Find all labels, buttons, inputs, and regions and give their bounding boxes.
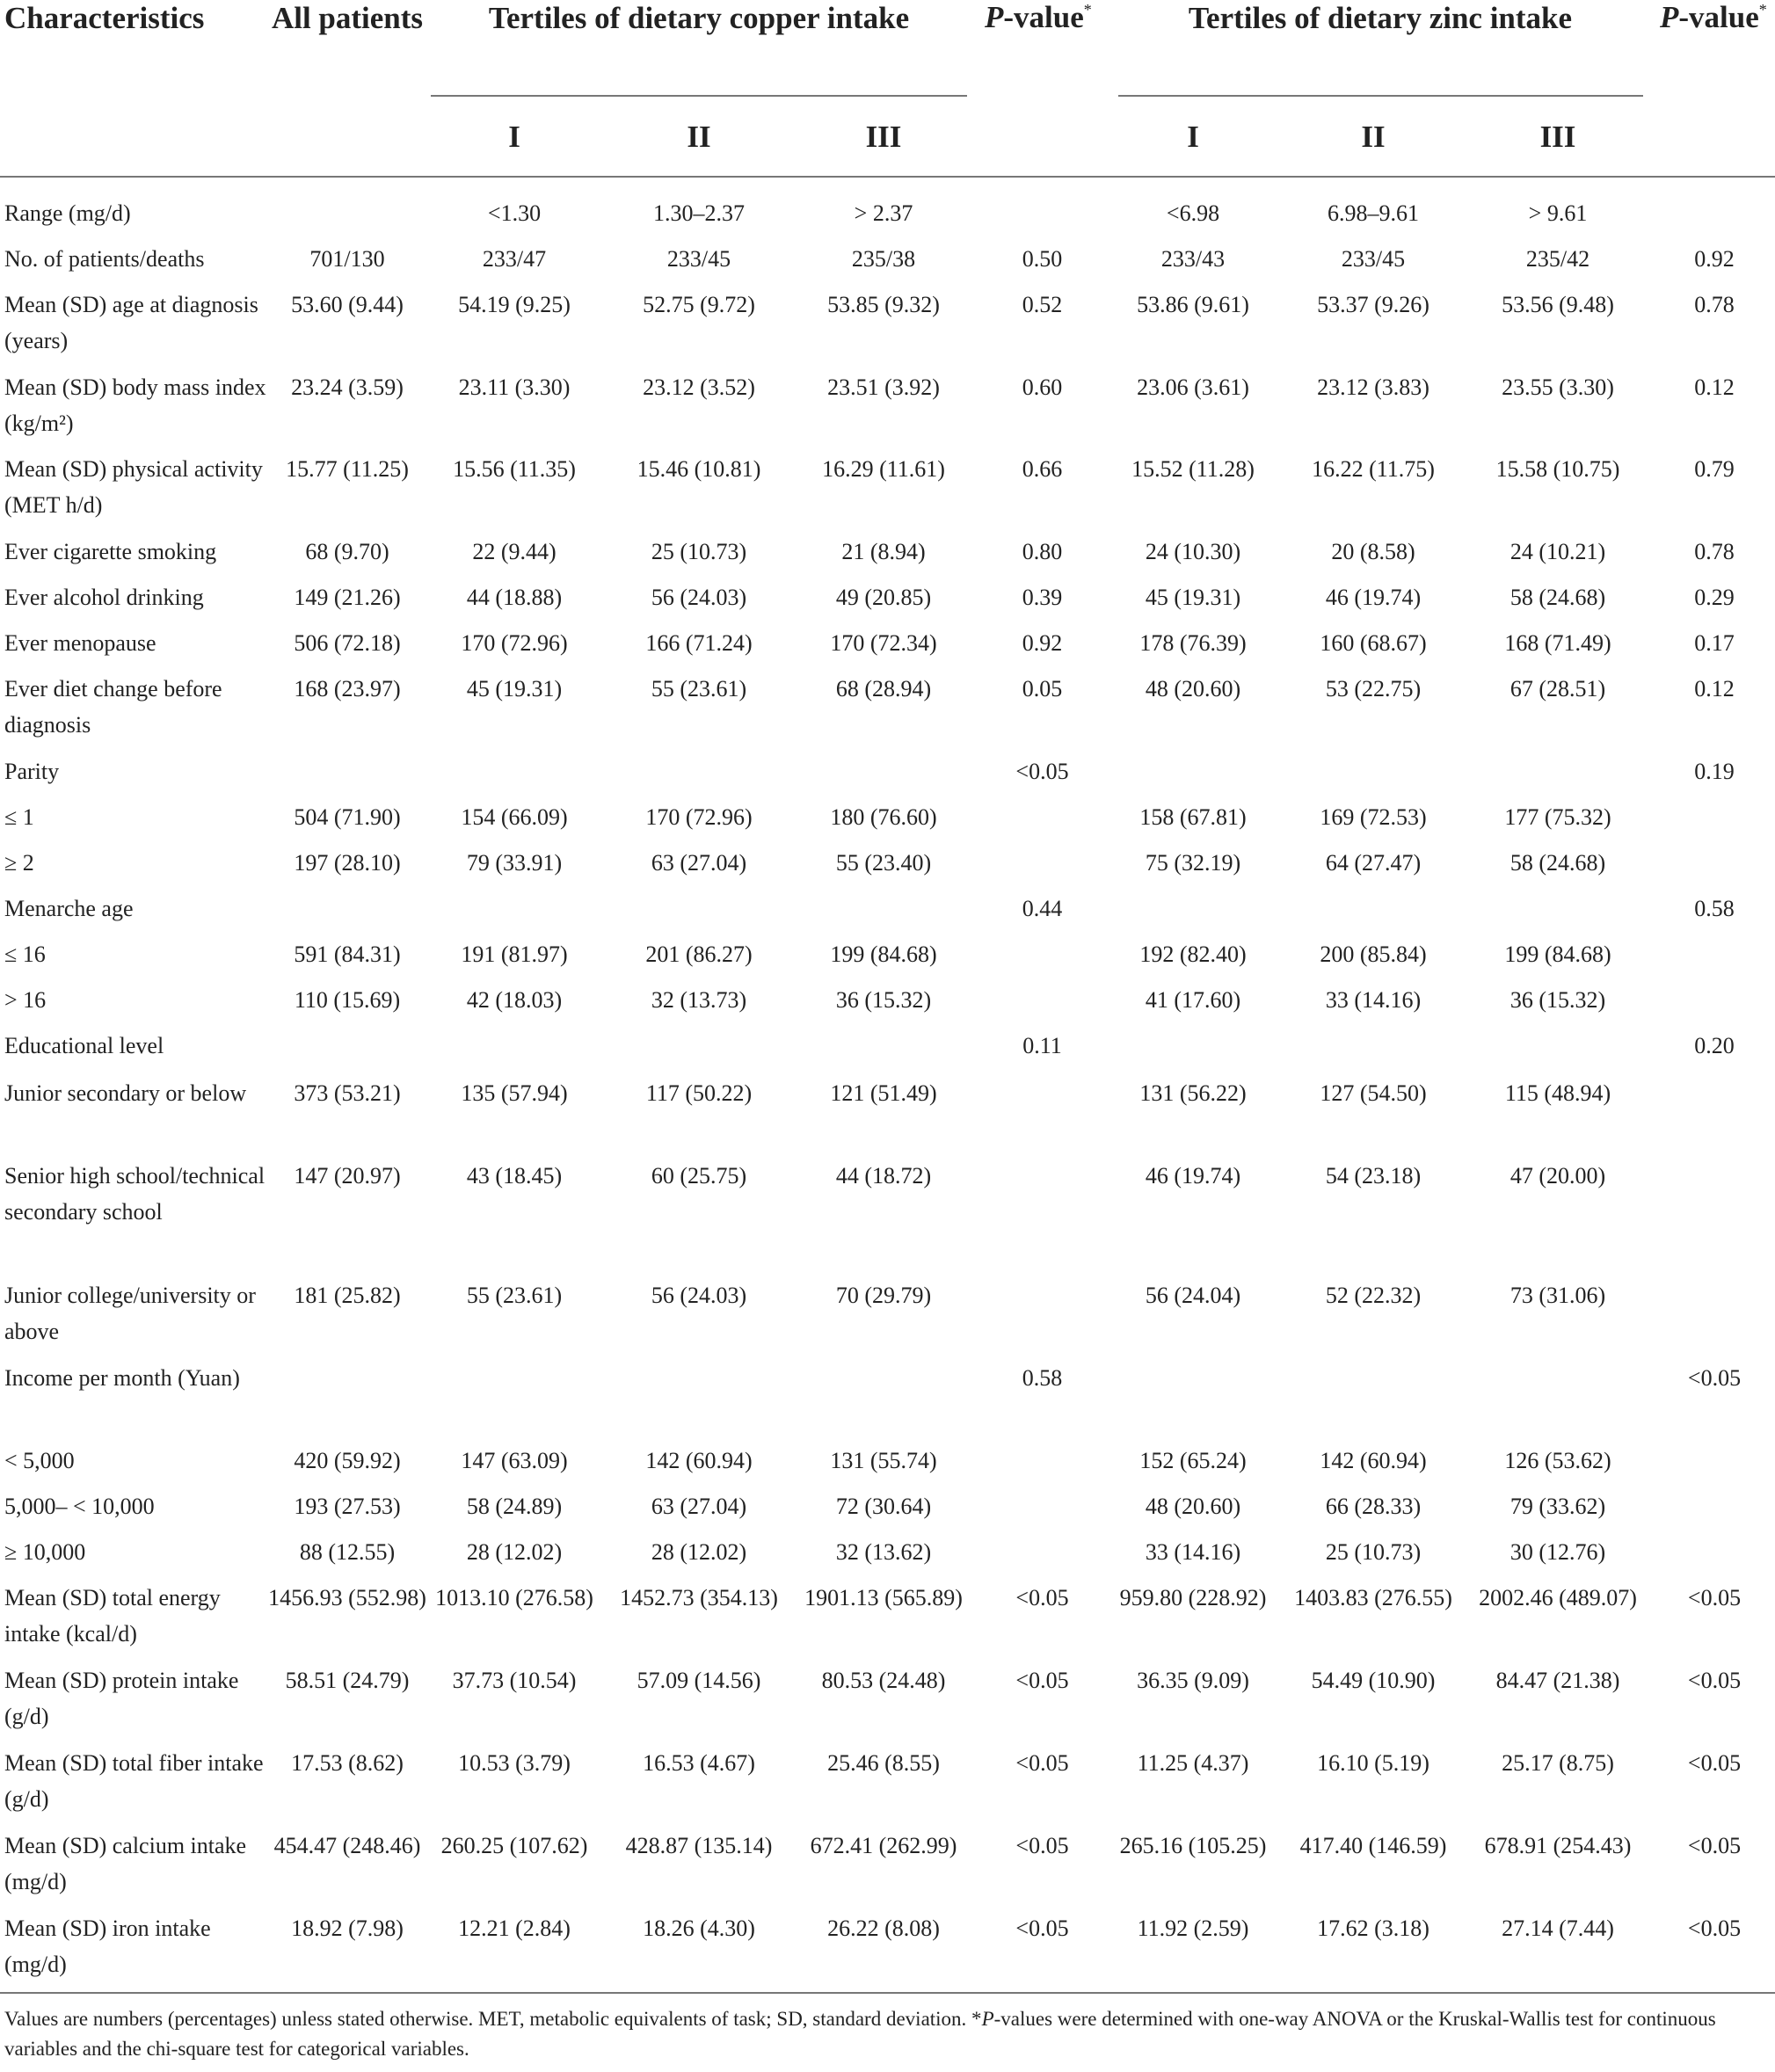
cell-zinc-tertile-2: 233/45 [1341,246,1406,272]
cell-copper-tertile-1: 1013.10 (276.58) [435,1585,593,1610]
cell-copper-tertile-2: 1.30–2.37 [653,200,745,226]
cell-copper-tertile-3: 36 (15.32) [835,987,932,1013]
row-label: Educational level [4,1033,164,1058]
cell-all-patients: 147 (20.97) [294,1163,401,1189]
cell-all-patients: 110 (15.69) [294,987,401,1013]
cell-zinc-tertile-2: 16.22 (11.75) [1312,456,1435,482]
cell-all-patients: 23.24 (3.59) [291,374,404,400]
cell-copper-tertile-3: 121 (51.49) [830,1080,937,1106]
cell-copper-tertile-3: > 2.37 [854,200,913,226]
cell-zinc-p-value: <0.05 [1687,1365,1742,1391]
cell-copper-tertile-2: 60 (25.75) [651,1163,747,1189]
cell-copper-tertile-3: 80.53 (24.48) [821,1668,946,1693]
cell-zinc-tertile-2: 53 (22.75) [1325,676,1422,702]
cell-zinc-tertile-2: 54.49 (10.90) [1311,1668,1436,1693]
cell-zinc-tertile-1: 265.16 (105.25) [1119,1833,1267,1858]
cell-zinc-tertile-1: 45 (19.31) [1145,585,1241,610]
cell-copper-tertile-1: 260.25 (107.62) [440,1833,588,1858]
row-label: ≤ 1 [4,804,34,830]
cell-copper-tertile-3: 70 (29.79) [835,1283,932,1308]
cell-copper-tertile-3: 21 (8.94) [841,539,926,564]
cell-all-patients: 193 (27.53) [294,1494,401,1519]
cell-zinc-tertile-1: 53.86 (9.61) [1137,292,1249,317]
header-zinc-p-value: P-value* [1660,0,1767,34]
cell-zinc-tertile-2: 66 (28.33) [1325,1494,1422,1519]
row-label: Mean (SD) physical activity (MET h/d) [4,456,263,518]
cell-zinc-tertile-3: 177 (75.32) [1504,804,1611,830]
cell-all-patients: 1456.93 (552.98) [268,1585,426,1610]
cell-zinc-p-value: 0.58 [1694,896,1735,921]
cell-copper-tertile-2: 63 (27.04) [651,850,747,876]
cell-zinc-p-value: <0.05 [1687,1668,1742,1693]
cell-zinc-tertile-2: 23.12 (3.83) [1317,374,1429,400]
cell-copper-tertile-1: 22 (9.44) [472,539,557,564]
cell-zinc-tertile-3: 2002.46 (489.07) [1479,1585,1637,1610]
row-label: Menarche age [4,896,134,921]
cell-zinc-tertile-3: 47 (20.00) [1509,1163,1606,1189]
cell-zinc-tertile-3: 53.56 (9.48) [1502,292,1614,317]
row-label: ≥ 2 [4,850,34,876]
row-label: Mean (SD) body mass index (kg/m²) [4,374,266,436]
row-label: Ever menopause [4,630,156,656]
cell-all-patients: 168 (23.97) [294,676,401,702]
header-copper-p-value: P-value* [985,0,1092,34]
row-label: Mean (SD) total energy intake (kcal/d) [4,1585,221,1647]
cell-copper-tertile-1: <1.30 [487,200,542,226]
cell-copper-tertile-1: 28 (12.02) [466,1539,563,1565]
cell-copper-tertile-3: 235/38 [851,246,916,272]
cell-copper-tertile-2: 15.46 (10.81) [637,456,761,482]
cell-copper-p-value: 0.80 [1022,539,1063,564]
header-copper-group: Tertiles of dietary copper intake [488,1,910,35]
cell-zinc-tertile-2: 64 (27.47) [1325,850,1422,876]
cell-copper-p-value: 0.52 [1022,292,1063,317]
cell-copper-p-value: 0.39 [1022,585,1063,610]
cell-zinc-tertile-1: 233/43 [1160,246,1226,272]
cell-zinc-tertile-2: 200 (85.84) [1320,941,1427,967]
row-label: No. of patients/deaths [4,246,205,272]
cell-copper-tertile-1: 191 (81.97) [461,941,568,967]
cell-all-patients: 591 (84.31) [294,941,401,967]
cell-zinc-tertile-3: 36 (15.32) [1509,987,1606,1013]
cell-copper-tertile-1: 54.19 (9.25) [458,292,571,317]
cell-copper-tertile-1: 45 (19.31) [466,676,563,702]
cell-copper-tertile-3: 25.46 (8.55) [827,1750,940,1776]
header-zinc-group: Tertiles of dietary zinc intake [1188,1,1573,35]
cell-zinc-tertile-1: 46 (19.74) [1145,1163,1241,1189]
cell-zinc-tertile-3: 24 (10.21) [1509,539,1606,564]
cell-copper-tertile-3: 55 (23.40) [835,850,932,876]
row-label: Ever diet change before diagnosis [4,676,222,738]
footnote: Values are numbers (percentages) unless stated otherwise. MET, metabolic equivalents of task; SD, standard deviation. *P-values were determined with one-way ANOVA or the Kruskal-Wallis test for continuous variables and the chi-square test for categorical variables. [4,2008,1716,2060]
cell-all-patients: 454.47 (248.46) [273,1833,421,1858]
cell-copper-tertile-2: 170 (72.96) [645,804,753,830]
header-zinc-tertile-1: I [1187,120,1199,154]
cell-zinc-tertile-2: 6.98–9.61 [1328,200,1419,226]
cell-copper-tertile-3: 672.41 (262.99) [810,1833,957,1858]
cell-all-patients: 58.51 (24.79) [285,1668,410,1693]
cell-copper-p-value: 0.50 [1022,246,1063,272]
cell-copper-tertile-1: 170 (72.96) [461,630,568,656]
row-label: < 5,000 [4,1448,75,1473]
cell-zinc-tertile-2: 16.10 (5.19) [1317,1750,1429,1776]
cell-zinc-p-value: 0.20 [1694,1033,1735,1058]
header-characteristics: Characteristics [4,1,205,35]
cell-zinc-tertile-1: 158 (67.81) [1139,804,1247,830]
row-label: Parity [4,759,60,784]
cell-copper-tertile-2: 63 (27.04) [651,1494,747,1519]
cell-copper-p-value: 0.11 [1022,1033,1062,1058]
cell-zinc-tertile-1: 24 (10.30) [1145,539,1241,564]
cell-copper-tertile-3: 199 (84.68) [830,941,937,967]
cell-zinc-tertile-1: 36.35 (9.09) [1137,1668,1249,1693]
cell-copper-tertile-3: 16.29 (11.61) [822,456,945,482]
cell-all-patients: 420 (59.92) [294,1448,401,1473]
cell-all-patients: 68 (9.70) [305,539,389,564]
row-label: Senior high school/technical secondary school [4,1163,266,1225]
cell-all-patients: 504 (71.90) [294,804,401,830]
row-label: ≤ 16 [4,941,46,967]
cell-zinc-tertile-3: 678.91 (254.43) [1484,1833,1632,1858]
cell-zinc-tertile-2: 127 (54.50) [1320,1080,1427,1106]
cell-zinc-tertile-3: 27.14 (7.44) [1502,1916,1614,1941]
row-label: > 16 [4,987,47,1013]
cell-copper-tertile-2: 56 (24.03) [651,1283,747,1308]
cell-zinc-tertile-2: 46 (19.74) [1325,585,1422,610]
cell-copper-tertile-2: 117 (50.22) [645,1080,753,1106]
cell-copper-tertile-2: 233/45 [666,246,731,272]
cell-zinc-tertile-1: 15.52 (11.28) [1131,456,1255,482]
row-label: ≥ 10,000 [4,1539,86,1565]
row-label: 5,000– < 10,000 [4,1494,155,1519]
cell-all-patients: 373 (53.21) [294,1080,401,1106]
cell-copper-tertile-2: 25 (10.73) [651,539,747,564]
header-all-patients: All patients [271,1,424,35]
cell-copper-tertile-3: 180 (76.60) [830,804,937,830]
cell-copper-tertile-1: 135 (57.94) [461,1080,568,1106]
cell-all-patients: 88 (12.55) [299,1539,396,1565]
cell-zinc-tertile-3: 67 (28.51) [1509,676,1606,702]
cell-copper-tertile-2: 166 (71.24) [645,630,753,656]
cell-copper-p-value: 0.44 [1022,896,1063,921]
cell-zinc-tertile-1: 178 (76.39) [1139,630,1247,656]
row-label: Range (mg/d) [4,200,131,226]
cell-copper-tertile-3: 26.22 (8.08) [827,1916,940,1941]
cell-zinc-tertile-3: 25.17 (8.75) [1502,1750,1614,1776]
cell-zinc-tertile-1: 131 (56.22) [1139,1080,1247,1106]
cell-copper-tertile-1: 42 (18.03) [466,987,563,1013]
cell-copper-tertile-1: 10.53 (3.79) [458,1750,571,1776]
row-label: Mean (SD) iron intake (mg/d) [4,1916,211,1977]
cell-zinc-p-value: 0.17 [1694,630,1735,656]
cell-copper-tertile-2: 32 (13.73) [651,987,747,1013]
header-copper-tertile-3: III [865,120,902,154]
row-label: Junior secondary or below [4,1080,247,1106]
cell-zinc-tertile-3: 58 (24.68) [1509,585,1606,610]
cell-copper-p-value: <0.05 [1015,1585,1069,1610]
cell-copper-tertile-3: 32 (13.62) [835,1539,932,1565]
cell-zinc-p-value: 0.29 [1694,585,1735,610]
cell-zinc-tertile-1: 959.80 (228.92) [1119,1585,1267,1610]
cell-copper-tertile-1: 154 (66.09) [461,804,568,830]
row-label: Mean (SD) total fiber intake (g/d) [4,1750,264,1812]
cell-zinc-tertile-3: 84.47 (21.38) [1495,1668,1620,1693]
cell-all-patients: 18.92 (7.98) [291,1916,404,1941]
cell-copper-tertile-2: 428.87 (135.14) [625,1833,773,1858]
cell-copper-tertile-3: 68 (28.94) [835,676,932,702]
row-label: Mean (SD) calcium intake (mg/d) [4,1833,247,1894]
cell-zinc-p-value: <0.05 [1687,1833,1742,1858]
cell-zinc-tertile-3: 235/42 [1525,246,1590,272]
cell-copper-tertile-1: 15.56 (11.35) [453,456,576,482]
cell-zinc-p-value: 0.12 [1694,676,1735,702]
cell-copper-p-value: 0.05 [1022,676,1063,702]
cell-copper-p-value: 0.66 [1022,456,1063,482]
cell-zinc-tertile-2: 25 (10.73) [1325,1539,1422,1565]
cell-copper-p-value: <0.05 [1015,1833,1069,1858]
cell-zinc-tertile-1: 152 (65.24) [1139,1448,1247,1473]
cell-zinc-tertile-1: 48 (20.60) [1145,1494,1241,1519]
cell-all-patients: 15.77 (11.25) [286,456,409,482]
cell-all-patients: 701/130 [309,246,385,272]
cell-zinc-tertile-3: > 9.61 [1528,200,1588,226]
cell-zinc-tertile-3: 168 (71.49) [1504,630,1611,656]
cell-copper-p-value: <0.05 [1015,1668,1069,1693]
row-label: Income per month (Yuan) [4,1365,240,1391]
cell-copper-tertile-1: 44 (18.88) [466,585,563,610]
cell-zinc-tertile-2: 53.37 (9.26) [1317,292,1429,317]
cell-zinc-tertile-2: 33 (14.16) [1325,987,1422,1013]
cell-all-patients: 181 (25.82) [294,1283,401,1308]
cell-copper-tertile-2: 18.26 (4.30) [643,1916,755,1941]
cell-zinc-tertile-3: 126 (53.62) [1504,1448,1611,1473]
cell-copper-tertile-2: 23.12 (3.52) [643,374,755,400]
cell-all-patients: 506 (72.18) [294,630,401,656]
cell-zinc-tertile-2: 160 (68.67) [1320,630,1427,656]
cell-copper-tertile-2: 1452.73 (354.13) [620,1585,778,1610]
cell-zinc-p-value: <0.05 [1687,1585,1742,1610]
cell-copper-tertile-1: 43 (18.45) [466,1163,563,1189]
cell-copper-tertile-3: 49 (20.85) [835,585,932,610]
cell-zinc-tertile-1: 56 (24.04) [1145,1283,1241,1308]
cell-zinc-p-value: 0.78 [1694,539,1735,564]
header-zinc-tertile-2: II [1361,120,1386,154]
cell-copper-tertile-2: 57.09 (14.56) [637,1668,761,1693]
cell-zinc-tertile-1: <6.98 [1166,200,1220,226]
cell-copper-tertile-1: 55 (23.61) [466,1283,563,1308]
cell-copper-tertile-1: 12.21 (2.84) [458,1916,571,1941]
cell-zinc-p-value: 0.78 [1694,292,1735,317]
cell-copper-p-value: 0.60 [1022,374,1063,400]
cell-zinc-tertile-1: 33 (14.16) [1145,1539,1241,1565]
row-label: Ever alcohol drinking [4,585,204,610]
row-label: Mean (SD) protein intake (g/d) [4,1668,239,1729]
cell-copper-tertile-2: 142 (60.94) [645,1448,753,1473]
row-label: Ever cigarette smoking [4,539,217,564]
cell-copper-p-value: <0.05 [1015,759,1069,784]
cell-zinc-tertile-3: 115 (48.94) [1504,1080,1611,1106]
cell-all-patients: 17.53 (8.62) [291,1750,404,1776]
cell-copper-tertile-1: 58 (24.89) [466,1494,563,1519]
cell-zinc-tertile-2: 52 (22.32) [1325,1283,1422,1308]
cell-all-patients: 149 (21.26) [294,585,401,610]
cell-zinc-tertile-3: 30 (12.76) [1509,1539,1606,1565]
cell-zinc-tertile-3: 73 (31.06) [1509,1283,1606,1308]
cell-zinc-tertile-1: 41 (17.60) [1145,987,1241,1013]
cell-zinc-tertile-3: 79 (33.62) [1509,1494,1606,1519]
cell-zinc-p-value: <0.05 [1687,1916,1742,1941]
cell-copper-tertile-2: 16.53 (4.67) [643,1750,755,1776]
cell-copper-p-value: <0.05 [1015,1916,1069,1941]
cell-zinc-tertile-3: 23.55 (3.30) [1502,374,1614,400]
cell-copper-tertile-1: 233/47 [482,246,547,272]
cell-zinc-p-value: 0.19 [1694,759,1735,784]
cell-zinc-p-value: 0.92 [1694,246,1735,272]
cell-zinc-tertile-2: 1403.83 (276.55) [1294,1585,1452,1610]
cell-copper-tertile-2: 52.75 (9.72) [643,292,755,317]
header-copper-tertile-2: II [687,120,711,154]
header-zinc-tertile-3: III [1539,120,1576,154]
header-copper-tertile-1: I [508,120,520,154]
table-bottom-rule [0,1992,1775,1994]
cell-copper-tertile-2: 55 (23.61) [651,676,747,702]
cell-zinc-tertile-2: 169 (72.53) [1320,804,1427,830]
cell-copper-tertile-1: 37.73 (10.54) [452,1668,577,1693]
cell-zinc-p-value: <0.05 [1687,1750,1742,1776]
cell-zinc-tertile-3: 58 (24.68) [1509,850,1606,876]
cell-zinc-tertile-2: 20 (8.58) [1331,539,1415,564]
cell-zinc-tertile-2: 54 (23.18) [1325,1163,1422,1189]
cell-copper-tertile-3: 170 (72.34) [830,630,937,656]
cell-all-patients: 197 (28.10) [294,850,401,876]
cell-copper-p-value: 0.58 [1022,1365,1063,1391]
cell-copper-tertile-1: 79 (33.91) [466,850,563,876]
cell-copper-tertile-3: 53.85 (9.32) [827,292,940,317]
cell-copper-tertile-3: 131 (55.74) [830,1448,937,1473]
cell-copper-tertile-3: 44 (18.72) [835,1163,932,1189]
cell-zinc-tertile-1: 48 (20.60) [1145,676,1241,702]
cell-copper-p-value: 0.92 [1022,630,1063,656]
cell-copper-tertile-2: 28 (12.02) [651,1539,747,1565]
cell-zinc-tertile-3: 15.58 (10.75) [1495,456,1620,482]
row-label: Junior college/university or above [4,1283,256,1344]
cell-copper-tertile-1: 23.11 (3.30) [458,374,571,400]
cell-zinc-tertile-1: 11.25 (4.37) [1137,1750,1249,1776]
cell-copper-tertile-2: 201 (86.27) [645,941,753,967]
cell-copper-tertile-3: 1901.13 (565.89) [804,1585,963,1610]
cell-zinc-tertile-2: 417.40 (146.59) [1299,1833,1447,1858]
cell-copper-tertile-1: 147 (63.09) [461,1448,568,1473]
cell-zinc-p-value: 0.79 [1694,456,1735,482]
cell-copper-tertile-3: 72 (30.64) [835,1494,932,1519]
cell-copper-p-value: <0.05 [1015,1750,1069,1776]
cell-zinc-tertile-1: 11.92 (2.59) [1137,1916,1249,1941]
cell-copper-tertile-3: 23.51 (3.92) [827,374,940,400]
cell-copper-tertile-2: 56 (24.03) [651,585,747,610]
cell-zinc-tertile-1: 192 (82.40) [1139,941,1247,967]
cell-zinc-tertile-3: 199 (84.68) [1504,941,1611,967]
cell-zinc-tertile-2: 142 (60.94) [1320,1448,1427,1473]
row-label: Mean (SD) age at diagnosis (years) [4,292,258,353]
cell-zinc-p-value: 0.12 [1694,374,1735,400]
cell-zinc-tertile-2: 17.62 (3.18) [1317,1916,1429,1941]
cell-zinc-tertile-1: 75 (32.19) [1145,850,1241,876]
cell-all-patients: 53.60 (9.44) [291,292,404,317]
cell-zinc-tertile-1: 23.06 (3.61) [1137,374,1249,400]
